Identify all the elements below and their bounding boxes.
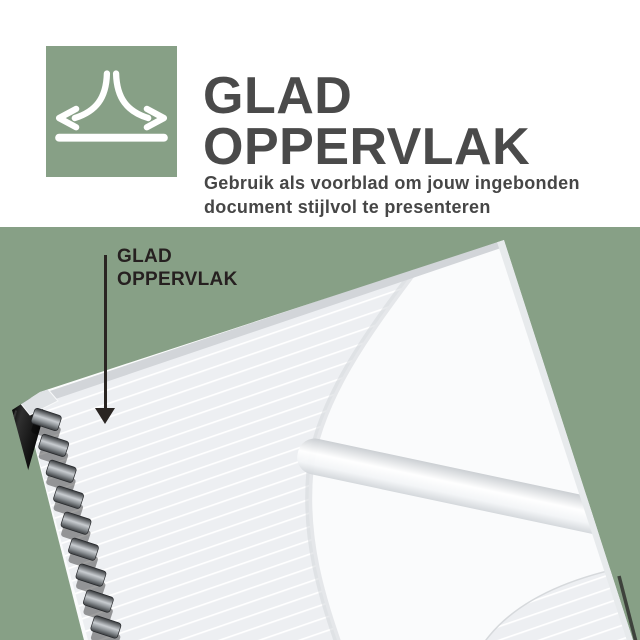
bound-document-photo bbox=[0, 227, 640, 640]
photo-label-line1: GLAD bbox=[117, 246, 173, 267]
page-subtitle bbox=[204, 172, 580, 219]
smooth-surface-icon bbox=[46, 46, 177, 177]
smooth-surface-icon-box bbox=[46, 46, 177, 177]
bound-document bbox=[0, 237, 640, 640]
photo-label-line2: OPPERVLAK bbox=[117, 269, 238, 290]
page-title-line2: OPPERVLAK bbox=[203, 117, 531, 176]
callout-arrow-line bbox=[104, 255, 107, 408]
header-section bbox=[0, 0, 640, 227]
product-photo-section bbox=[0, 227, 640, 640]
page-title-line1: GLAD bbox=[203, 66, 353, 125]
page-subtitle-line1: Gebruik als voorblad om jouw ingebonden bbox=[204, 173, 580, 193]
page-subtitle-line2: document stijlvol te presenteren bbox=[204, 196, 491, 217]
callout-arrow-head bbox=[95, 408, 115, 424]
photo-label bbox=[117, 245, 238, 291]
page-title bbox=[203, 66, 531, 176]
